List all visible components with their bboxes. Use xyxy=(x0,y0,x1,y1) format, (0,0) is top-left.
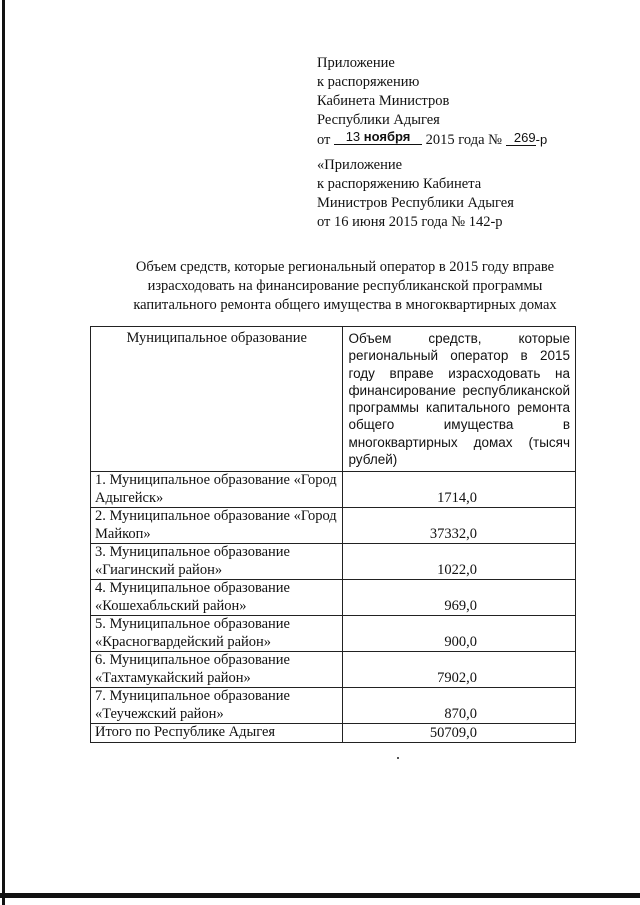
row-value: 37332,0 xyxy=(429,526,477,543)
row-name: 3. Муниципальное образование «Гиагинский район» xyxy=(91,544,343,580)
table-row xyxy=(91,508,576,544)
funds-table xyxy=(90,326,576,743)
table-row xyxy=(91,616,576,652)
header-municipality: Муниципальное образование xyxy=(91,327,343,472)
prev-appendix-line: «Приложение xyxy=(317,157,403,173)
table-row xyxy=(91,688,576,724)
row-value-cell xyxy=(343,580,576,616)
row-name: 4. Муниципальное образование «Кошехабльский район» xyxy=(91,580,343,616)
title-line: Объем средств, которые региональный оператор в 2015 году вправе xyxy=(135,259,555,275)
date-month: ноября xyxy=(363,129,411,144)
handwritten-date xyxy=(334,129,422,145)
appendix-line: к распоряжению xyxy=(317,74,420,90)
appendix-line: Кабинета Министров xyxy=(317,93,450,109)
appendix-header xyxy=(317,54,547,150)
previous-appendix xyxy=(317,156,514,232)
table-row xyxy=(91,544,576,580)
row-value: 900,0 xyxy=(444,634,477,651)
row-value-cell xyxy=(343,616,576,652)
table-row xyxy=(91,652,576,688)
header-amount: Объем средств, которые региональный оператор в 2015 году вправе израсходовать на финансирование республиканской программы капитального ремонта общего имущества в многоквартирных домах (тысяч рублей) xyxy=(343,327,576,472)
table-row xyxy=(91,472,576,508)
row-value-cell xyxy=(343,472,576,508)
row-value-cell xyxy=(343,544,576,580)
document-title xyxy=(110,258,580,315)
row-name: 5. Муниципальное образование «Красногвардейский район» xyxy=(91,616,343,652)
total-value: 50709,0 xyxy=(429,724,477,741)
date-year: 2015 года № xyxy=(425,132,502,148)
appendix-line: Республики Адыгея xyxy=(317,112,440,128)
row-value: 1022,0 xyxy=(437,562,477,579)
row-name: 1. Муниципальное образование «Город Адыгейск» xyxy=(91,472,343,508)
table-row xyxy=(91,580,576,616)
title-line: израсходовать на финансирование республиканской программы xyxy=(147,278,543,294)
scan-speck xyxy=(397,757,399,759)
prev-appendix-line: к распоряжению Кабинета xyxy=(317,176,482,192)
row-value: 969,0 xyxy=(444,598,477,615)
row-name: 6. Муниципальное образование «Тахтамукайский район» xyxy=(91,652,343,688)
appendix-line: Приложение xyxy=(317,55,395,71)
row-value-cell xyxy=(343,508,576,544)
prev-appendix-line: Министров Республики Адыгея xyxy=(317,195,514,211)
table-total-row xyxy=(91,724,576,743)
row-value-cell xyxy=(343,724,576,743)
row-value-cell xyxy=(343,688,576,724)
row-value: 1714,0 xyxy=(437,490,477,507)
scan-left-edge xyxy=(2,0,5,905)
row-value: 7902,0 xyxy=(437,670,477,687)
row-value-cell xyxy=(343,652,576,688)
total-label: Итого по Республике Адыгея xyxy=(91,724,343,743)
date-prefix: от xyxy=(317,132,331,148)
title-line: капитального ремонта общего имущества в многоквартирных домах xyxy=(133,297,557,313)
appendix-date-line xyxy=(317,130,547,150)
handwritten-number: 269 xyxy=(506,130,536,146)
prev-appendix-line: от 16 июня 2015 года № 142-р xyxy=(317,214,503,230)
number-suffix: -р xyxy=(535,132,548,147)
row-name: 2. Муниципальное образование «Город Майкоп» xyxy=(91,508,343,544)
scan-bottom-edge xyxy=(0,893,640,898)
date-day: 13 xyxy=(345,129,361,144)
table-header-row xyxy=(91,327,576,472)
row-value: 870,0 xyxy=(444,706,477,723)
row-name: 7. Муниципальное образование «Теучежский район» xyxy=(91,688,343,724)
